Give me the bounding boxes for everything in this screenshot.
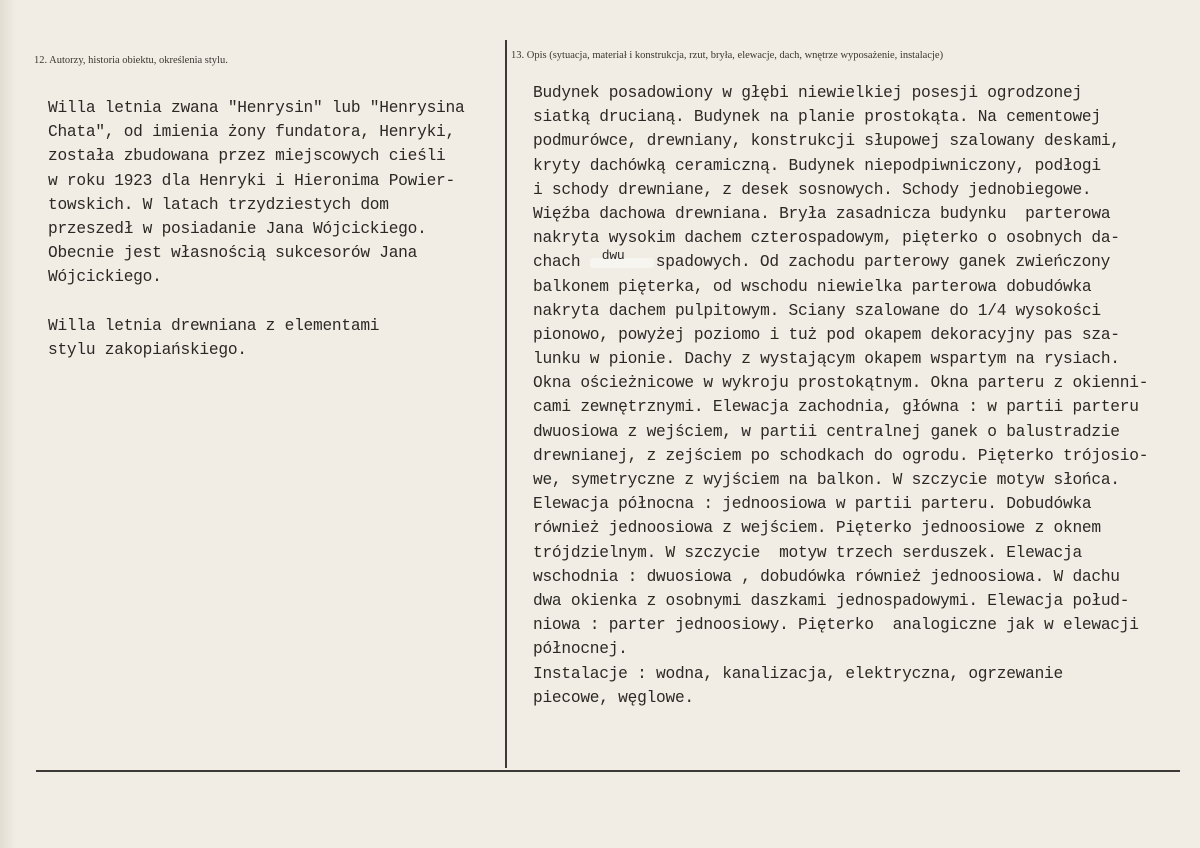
text-line: Budynek posadowiony w głębi niewielkiej posesji ogrodzonej [533,84,1082,102]
section-12-header: 12. Autorzy, historia obiektu, określenia stylu. [34,55,228,66]
inserted-word: dwu [601,248,625,264]
text-line: towskich. W latach trzydziestych dom [48,195,389,214]
text-line: podmurówce, drewniany, konstrukcji słupowej szalowany deskami, [533,132,1120,151]
bottom-rule [36,770,1180,772]
text-line: kryty dachówką ceramiczną. Budynek niepodpiwniczony, podłogi [533,156,1101,175]
history-style-text [48,96,464,362]
text-line: lunku w pionie. Dachy z wystającym okapem wspartym na rysiach. [533,350,1120,369]
text-line: Okna ościeżnicowe w wykroju prostokątnym. Okna parteru z okienni- [533,374,1149,393]
text-line: i schody drewniane, z desek sosnowych. Schody jednobiegowe. [533,180,1092,199]
text-line: siatką drucianą. Budynek na planie prostokąta. Na cementowej [533,108,1101,127]
text-line: drewnianej, z zejściem po schodkach do ogrodu. Pięterko trójosio- [533,446,1149,465]
text-line: balkonem pięterka, od wschodu niewielka parterowa dobudówka [533,277,1092,296]
text-line: nakryta dachem pulpitowym. Sciany szalowane do 1/4 wysokości [533,301,1101,320]
text-line: Chata", od imienia żony fundatora, Henryki, [48,123,455,142]
text-line: przeszedł w posiadanie Jana Wójcickiego. [48,219,427,238]
text-line: trójdzielnym. W szczycie motyw trzech serduszek. Elewacja [533,543,1082,562]
text-line: Willa letnia zwana "Henrysin" lub "Henrysina [48,99,465,117]
text-line: Wójcickiego. [48,268,162,287]
text-line: również jednoosiowa z wejściem. Pięterko jednoosiowe z oknem [533,519,1101,538]
paper-edge-shadow [0,0,16,848]
text-line: stylu zakopiańskiego. [48,340,247,359]
text-line: niowa : parter jednoosiowy. Pięterko analogiczne jak w elewacji [533,616,1139,635]
column-divider [505,40,507,768]
description-text [533,81,1148,710]
section-13-header: 13. Opis (sytuacja, materiał i konstrukcja, rzut, bryła, elewacje, dach, wnętrze wyposażenie, instalacje) [511,50,944,61]
correction-prefix: chach [533,253,590,272]
text-line: została zbudowana przez miejscowych cieśli [48,147,446,166]
text-line: Obecnie jest własnością sukcesorów Jana [48,244,418,263]
text-line: wschodnia : dwuosiowa , dobudówka również jednoosiowa. W dachu [533,567,1120,586]
text-line: we, symetryczne z wyjściem na balkon. W szczycie motyw słońca. [533,471,1120,489]
correction-area [590,248,656,266]
text-line: dwuosiowa z wejściem, w partii centralnej ganek o balustradzie [533,422,1120,441]
text-line: pionowo, powyżej poziomo i tuż pod okapem dekoracyjny pas sza- [533,325,1120,344]
text-line: w roku 1923 dla Henryki i Hieronima Powier- [48,171,455,190]
text-line: cami zewnętrznymi. Elewacja zachodnia, główna : w partii parteru [533,398,1139,417]
text-line: Willa letnia drewniana z elementami [48,316,380,335]
text-line: Elewacja północna : jednoosiowa w partii parteru. Dobudówka [533,495,1092,514]
correction-suffix: spadowych. Od zachodu parterowy ganek zwieńczony [655,253,1111,272]
text-line: Instalacje : wodna, kanalizacja, elektryczna, ogrzewanie [533,664,1063,683]
text-line: Więźba dachowa drewniana. Bryła zasadnicza budynku parterowa [533,204,1111,223]
text-line: piecowe, węglowe. [533,688,694,707]
paragraph-gap [48,290,464,314]
text-line: nakryta wysokim dachem czterospadowym, pięterko o osobnych da- [533,229,1120,248]
text-line-with-correction [533,250,1148,274]
text-line: północnej. [533,640,628,659]
text-line: dwa okienka z osobnymi daszkami jednospadowymi. Elewacja połud- [533,591,1130,610]
